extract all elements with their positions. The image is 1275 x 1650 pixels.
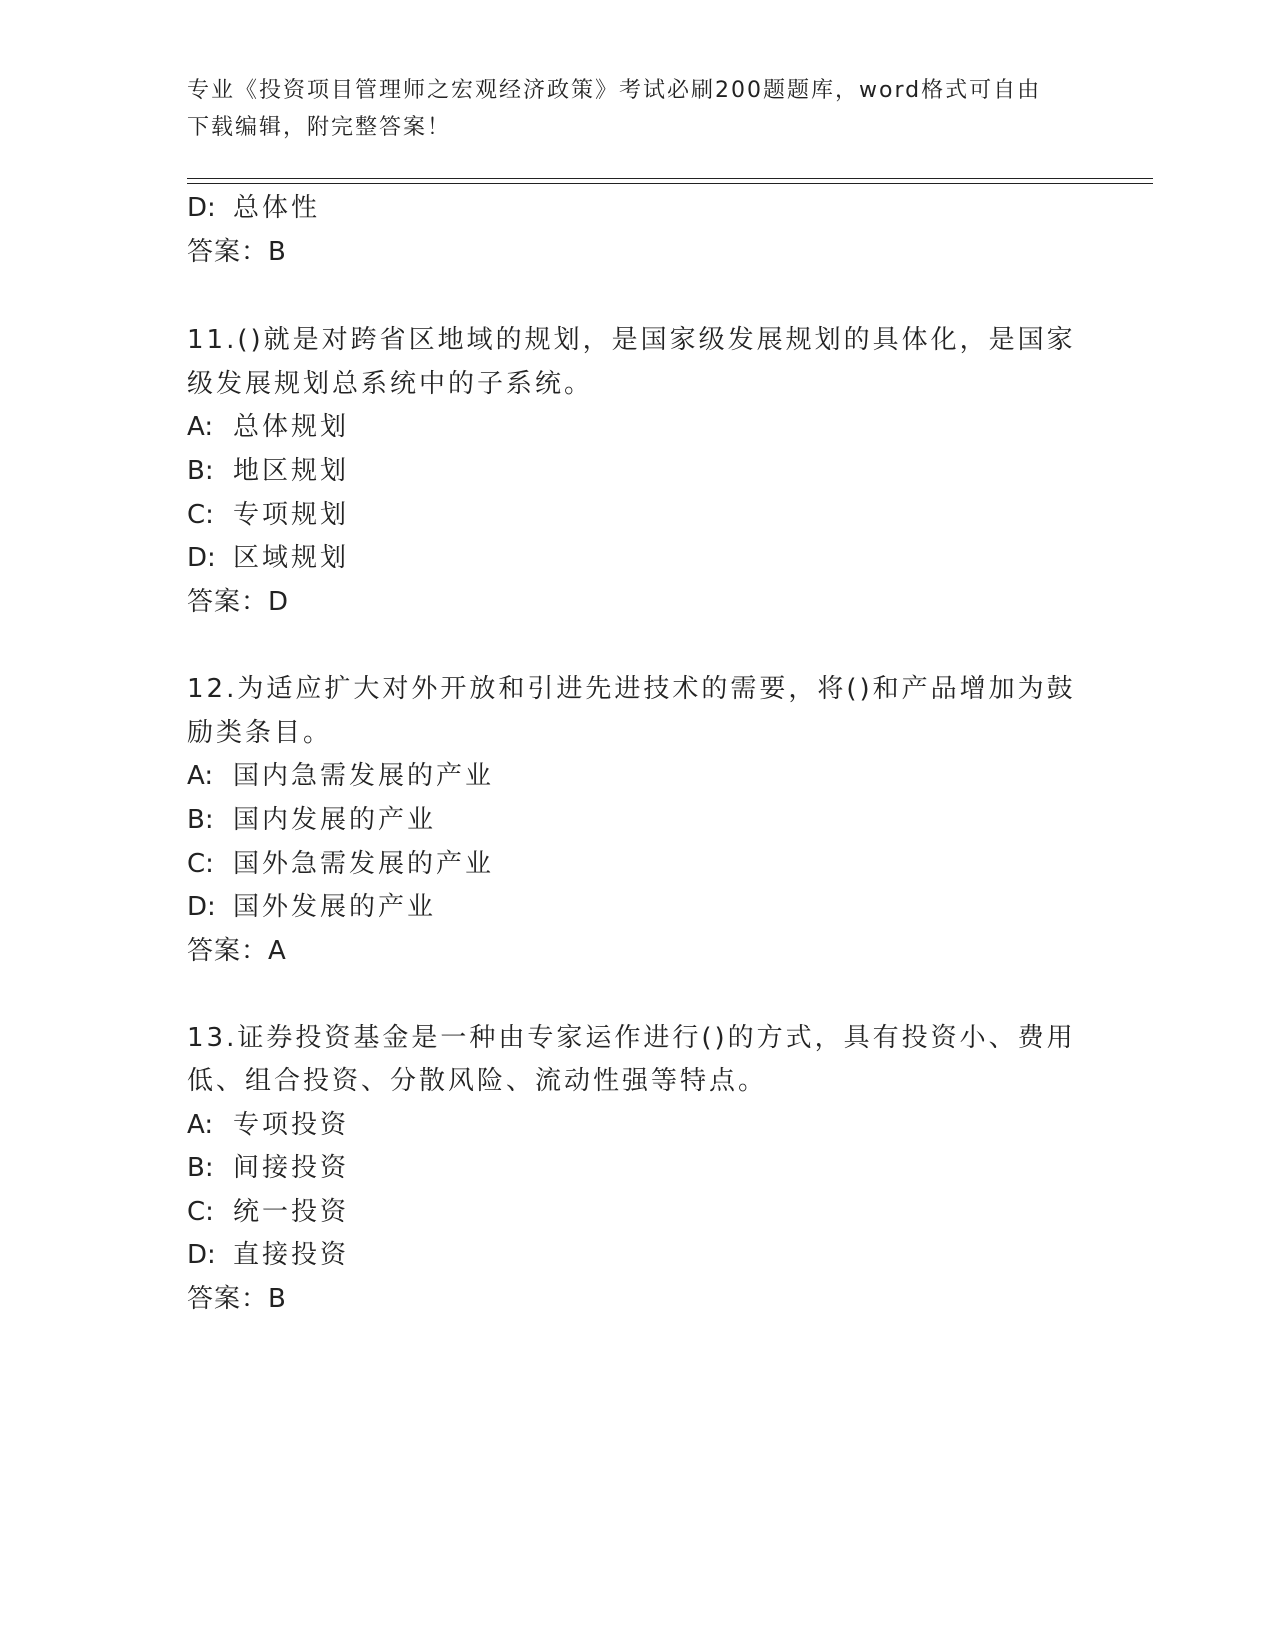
option-key: D: (187, 1240, 216, 1270)
option-key: A: (187, 761, 214, 791)
option-text: 国内急需发展的产业 (233, 761, 495, 791)
option-text: 统一投资 (233, 1197, 350, 1227)
option-text: 国内发展的产业 (233, 805, 437, 835)
option-text: 区域规划 (233, 543, 350, 573)
prev-option-d (187, 190, 320, 226)
option-key: A: (187, 1110, 214, 1140)
option-key: C: (187, 500, 214, 530)
question-11-stem-line-2: 级发展规划总系统中的子系统。 (187, 369, 594, 399)
question-11-answer: 答案：D (187, 587, 290, 617)
question-12-option-c (187, 846, 494, 882)
option-key: D: (187, 193, 216, 223)
question-12-answer: 答案：A (187, 936, 287, 966)
question-11-option-c (187, 497, 349, 533)
option-text: 直接投资 (233, 1240, 350, 1270)
option-key: D: (187, 543, 216, 573)
option-key: B: (187, 1153, 214, 1183)
option-key: A: (187, 412, 214, 442)
question-13-option-b (187, 1150, 349, 1186)
question-11-option-b (187, 453, 349, 489)
question-11-stem-line-1: 11.()就是对跨省区地域的规划，是国家级发展规划的具体化，是国家 (187, 325, 1076, 355)
option-text: 国外发展的产业 (233, 892, 437, 922)
question-12-option-a (187, 758, 494, 794)
question-13-option-d (187, 1237, 349, 1273)
option-key: B: (187, 456, 214, 486)
option-text: 国外急需发展的产业 (233, 849, 495, 879)
question-12-option-b (187, 802, 436, 838)
question-12-option-d (187, 889, 436, 925)
document-header (187, 72, 1077, 146)
option-text: 专项投资 (233, 1110, 350, 1140)
option-key: C: (187, 849, 214, 879)
option-key: B: (187, 805, 214, 835)
prev-answer: 答案：B (187, 237, 287, 267)
header-line-2: 下载编辑，附完整答案！ (187, 115, 452, 140)
header-divider-bottom (187, 183, 1153, 184)
question-12-stem-line-2: 励类条目。 (187, 718, 333, 748)
header-divider-top (187, 178, 1153, 179)
option-key: C: (187, 1197, 214, 1227)
option-text: 专项规划 (233, 500, 350, 530)
option-text: 地区规划 (233, 456, 350, 486)
header-line-1: 专业《投资项目管理师之宏观经济政策》考试必刷200题题库，word格式可自由 (187, 78, 1042, 103)
option-text: 总体性 (233, 193, 321, 223)
question-11-option-a (187, 409, 349, 445)
question-13-option-a (187, 1107, 349, 1143)
question-12-stem-line-1: 12.为适应扩大对外开放和引进先进技术的需要，将()和产品增加为鼓 (187, 674, 1076, 704)
question-11-option-d (187, 540, 349, 576)
question-13-stem-line-1: 13.证券投资基金是一种由专家运作进行()的方式，具有投资小、费用 (187, 1023, 1076, 1053)
option-text: 间接投资 (233, 1153, 350, 1183)
option-text: 总体规划 (233, 412, 350, 442)
question-13-answer: 答案：B (187, 1284, 287, 1314)
option-key: D: (187, 892, 216, 922)
question-13-stem-line-2: 低、组合投资、分散风险、流动性强等特点。 (187, 1066, 768, 1096)
question-13-option-c (187, 1194, 349, 1230)
